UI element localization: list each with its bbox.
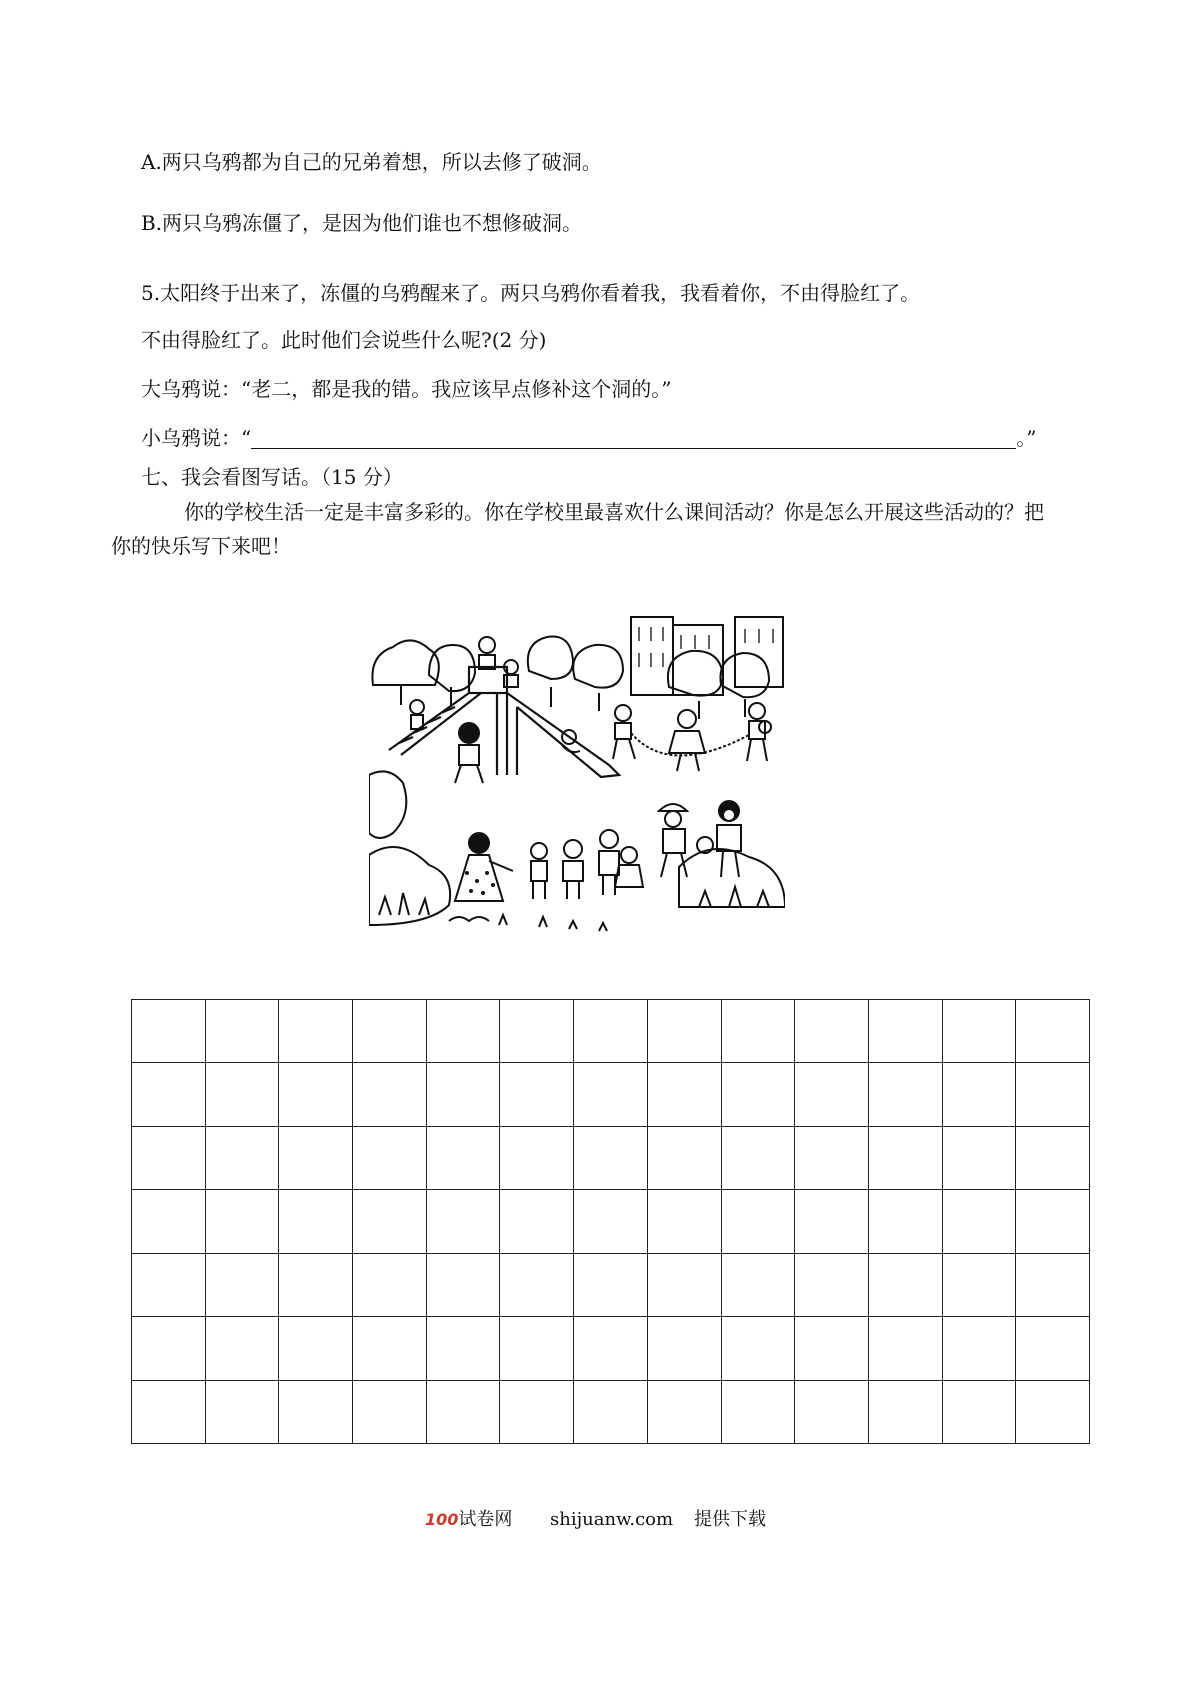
grid-cell[interactable] xyxy=(942,1126,1016,1189)
answer-blank[interactable] xyxy=(251,426,1016,449)
grid-cell[interactable] xyxy=(1016,1253,1090,1316)
grid-cell[interactable] xyxy=(721,1000,795,1063)
grid-cell[interactable] xyxy=(426,1000,500,1063)
grid-cell[interactable] xyxy=(574,1380,648,1443)
grid-cell[interactable] xyxy=(279,1253,353,1316)
playground-illustration xyxy=(369,615,785,940)
grid-cell[interactable] xyxy=(1016,1317,1090,1380)
grid-cell[interactable] xyxy=(942,1190,1016,1253)
grid-cell[interactable] xyxy=(279,1317,353,1380)
grid-cell[interactable] xyxy=(205,1126,279,1189)
grid-cell[interactable] xyxy=(132,1253,206,1316)
grid-cell[interactable] xyxy=(1016,1190,1090,1253)
grid-cell[interactable] xyxy=(795,1126,869,1189)
grid-cell[interactable] xyxy=(721,1190,795,1253)
grid-cell[interactable] xyxy=(279,1126,353,1189)
grid-row xyxy=(132,1000,1090,1063)
grid-row xyxy=(132,1253,1090,1316)
grid-cell[interactable] xyxy=(868,1126,942,1189)
grid-cell[interactable] xyxy=(795,1190,869,1253)
grid-cell[interactable] xyxy=(205,1380,279,1443)
grid-cell[interactable] xyxy=(205,1253,279,1316)
grid-cell[interactable] xyxy=(500,1190,574,1253)
grid-cell[interactable] xyxy=(942,1000,1016,1063)
children-on-slide xyxy=(410,637,580,783)
grid-cell[interactable] xyxy=(868,1317,942,1380)
footer-site[interactable]: shijuanw.com xyxy=(550,1509,674,1530)
question-5-line-2: 不由得脸红了。此时他们会说些什么呢?(2 分) xyxy=(141,328,547,352)
grid-cell[interactable] xyxy=(426,1253,500,1316)
grid-cell[interactable] xyxy=(795,1253,869,1316)
grid-cell[interactable] xyxy=(868,1380,942,1443)
grid-cell[interactable] xyxy=(353,1190,427,1253)
small-crow-answer-line xyxy=(141,424,1036,452)
bushes-left xyxy=(369,771,450,925)
option-b: B.两只乌鸦冻僵了，是因为他们谁也不想修破洞。 xyxy=(141,211,583,235)
grid-cell[interactable] xyxy=(574,1190,648,1253)
grid-row xyxy=(132,1190,1090,1253)
grid-cell[interactable] xyxy=(647,1190,721,1253)
grid-cell[interactable] xyxy=(426,1190,500,1253)
children-group xyxy=(455,830,643,901)
grid-cell[interactable] xyxy=(279,1000,353,1063)
playground-drawing xyxy=(369,615,785,940)
grid-cell[interactable] xyxy=(647,1063,721,1126)
grid-cell[interactable] xyxy=(1016,1380,1090,1443)
grid-cell[interactable] xyxy=(205,1000,279,1063)
grid-cell[interactable] xyxy=(353,1000,427,1063)
grid-cell[interactable] xyxy=(132,1126,206,1189)
grid-cell[interactable] xyxy=(647,1317,721,1380)
grid-row xyxy=(132,1063,1090,1126)
grid-cell[interactable] xyxy=(574,1253,648,1316)
grid-cell[interactable] xyxy=(205,1190,279,1253)
grid-cell[interactable] xyxy=(353,1317,427,1380)
footer-logo xyxy=(425,1508,512,1532)
section-7-prompt-text: 你的学校生活一定是丰富多彩的。你在学校里最喜欢什么课间活动？你是怎么开展这些活动的？把你的快乐写下来吧！ xyxy=(111,500,1044,558)
section-7-prompt xyxy=(111,495,1046,563)
grid-cell[interactable] xyxy=(205,1317,279,1380)
building-left xyxy=(631,617,673,695)
logo-number: 100 xyxy=(425,1510,459,1529)
grid-cell[interactable] xyxy=(1016,1063,1090,1126)
grid-cell[interactable] xyxy=(942,1380,1016,1443)
jump-rope-kids xyxy=(613,703,771,771)
writing-grid xyxy=(131,999,1090,1444)
small-crow-suffix: 。” xyxy=(1016,426,1037,450)
grass xyxy=(379,893,607,931)
grid-cell[interactable] xyxy=(426,1126,500,1189)
grid-cell[interactable] xyxy=(795,1317,869,1380)
grid-cell[interactable] xyxy=(1016,1126,1090,1189)
grid-cell[interactable] xyxy=(500,1126,574,1189)
grid-cell[interactable] xyxy=(132,1063,206,1126)
option-a: A.两只乌鸦都为自己的兄弟着想，所以去修了破洞。 xyxy=(141,150,602,174)
grid-cell[interactable] xyxy=(1016,1000,1090,1063)
grid-cell[interactable] xyxy=(353,1253,427,1316)
grid-cell[interactable] xyxy=(721,1253,795,1316)
grid-cell[interactable] xyxy=(942,1063,1016,1126)
grid-cell[interactable] xyxy=(795,1380,869,1443)
grid-cell[interactable] xyxy=(574,1063,648,1126)
grid-cell[interactable] xyxy=(721,1380,795,1443)
grid-cell[interactable] xyxy=(132,1000,206,1063)
grid-cell[interactable] xyxy=(500,1253,574,1316)
grid-cell[interactable] xyxy=(647,1126,721,1189)
grid-row xyxy=(132,1317,1090,1380)
grid-cell[interactable] xyxy=(942,1317,1016,1380)
grid-cell[interactable] xyxy=(279,1380,353,1443)
grid-cell[interactable] xyxy=(279,1190,353,1253)
question-5-line-1: 5.太阳终于出来了，冻僵的乌鸦醒来了。两只乌鸦你看着我，我看着你，不由得脸红了。 xyxy=(141,281,921,305)
grid-cell[interactable] xyxy=(721,1317,795,1380)
grid-cell[interactable] xyxy=(426,1317,500,1380)
grid-cell[interactable] xyxy=(500,1063,574,1126)
grid-cell[interactable] xyxy=(721,1063,795,1126)
grid-cell[interactable] xyxy=(132,1317,206,1380)
grid-cell[interactable] xyxy=(353,1380,427,1443)
footer-note: 提供下载 xyxy=(694,1509,766,1530)
grid-cell[interactable] xyxy=(132,1190,206,1253)
grid-cell[interactable] xyxy=(279,1063,353,1126)
grid-cell[interactable] xyxy=(868,1253,942,1316)
small-crow-prefix: 小乌鸦说：“ xyxy=(141,426,252,450)
bushes-right xyxy=(679,849,785,907)
grid-cell[interactable] xyxy=(574,1126,648,1189)
grid-cell[interactable] xyxy=(500,1000,574,1063)
grid-cell[interactable] xyxy=(353,1126,427,1189)
grid-row xyxy=(132,1380,1090,1443)
grid-cell[interactable] xyxy=(647,1000,721,1063)
grid-cell[interactable] xyxy=(426,1063,500,1126)
big-crow-answer: 大乌鸦说：“老二，都是我的错。我应该早点修补这个洞的。” xyxy=(141,377,672,401)
grid-cell[interactable] xyxy=(721,1126,795,1189)
grid-cell[interactable] xyxy=(942,1253,1016,1316)
grid-cell[interactable] xyxy=(795,1063,869,1126)
grid-cell[interactable] xyxy=(574,1317,648,1380)
grid-cell[interactable] xyxy=(132,1380,206,1443)
grid-cell[interactable] xyxy=(795,1000,869,1063)
grid-cell[interactable] xyxy=(574,1000,648,1063)
grid-cell[interactable] xyxy=(868,1063,942,1126)
logo-text: 试卷网 xyxy=(458,1509,513,1530)
section-7-heading: 七、我会看图写话。（15 分） xyxy=(141,465,403,489)
grid-cell[interactable] xyxy=(500,1380,574,1443)
grid-cell[interactable] xyxy=(353,1063,427,1126)
grid-cell[interactable] xyxy=(205,1063,279,1126)
grid-cell[interactable] xyxy=(868,1190,942,1253)
grid-cell[interactable] xyxy=(647,1380,721,1443)
grid-cell[interactable] xyxy=(426,1380,500,1443)
grid-cell[interactable] xyxy=(647,1253,721,1316)
grid-row xyxy=(132,1126,1090,1189)
building-right xyxy=(735,617,783,687)
grid-cell[interactable] xyxy=(868,1000,942,1063)
children-with-ball xyxy=(659,801,741,877)
grid-cell[interactable] xyxy=(500,1317,574,1380)
